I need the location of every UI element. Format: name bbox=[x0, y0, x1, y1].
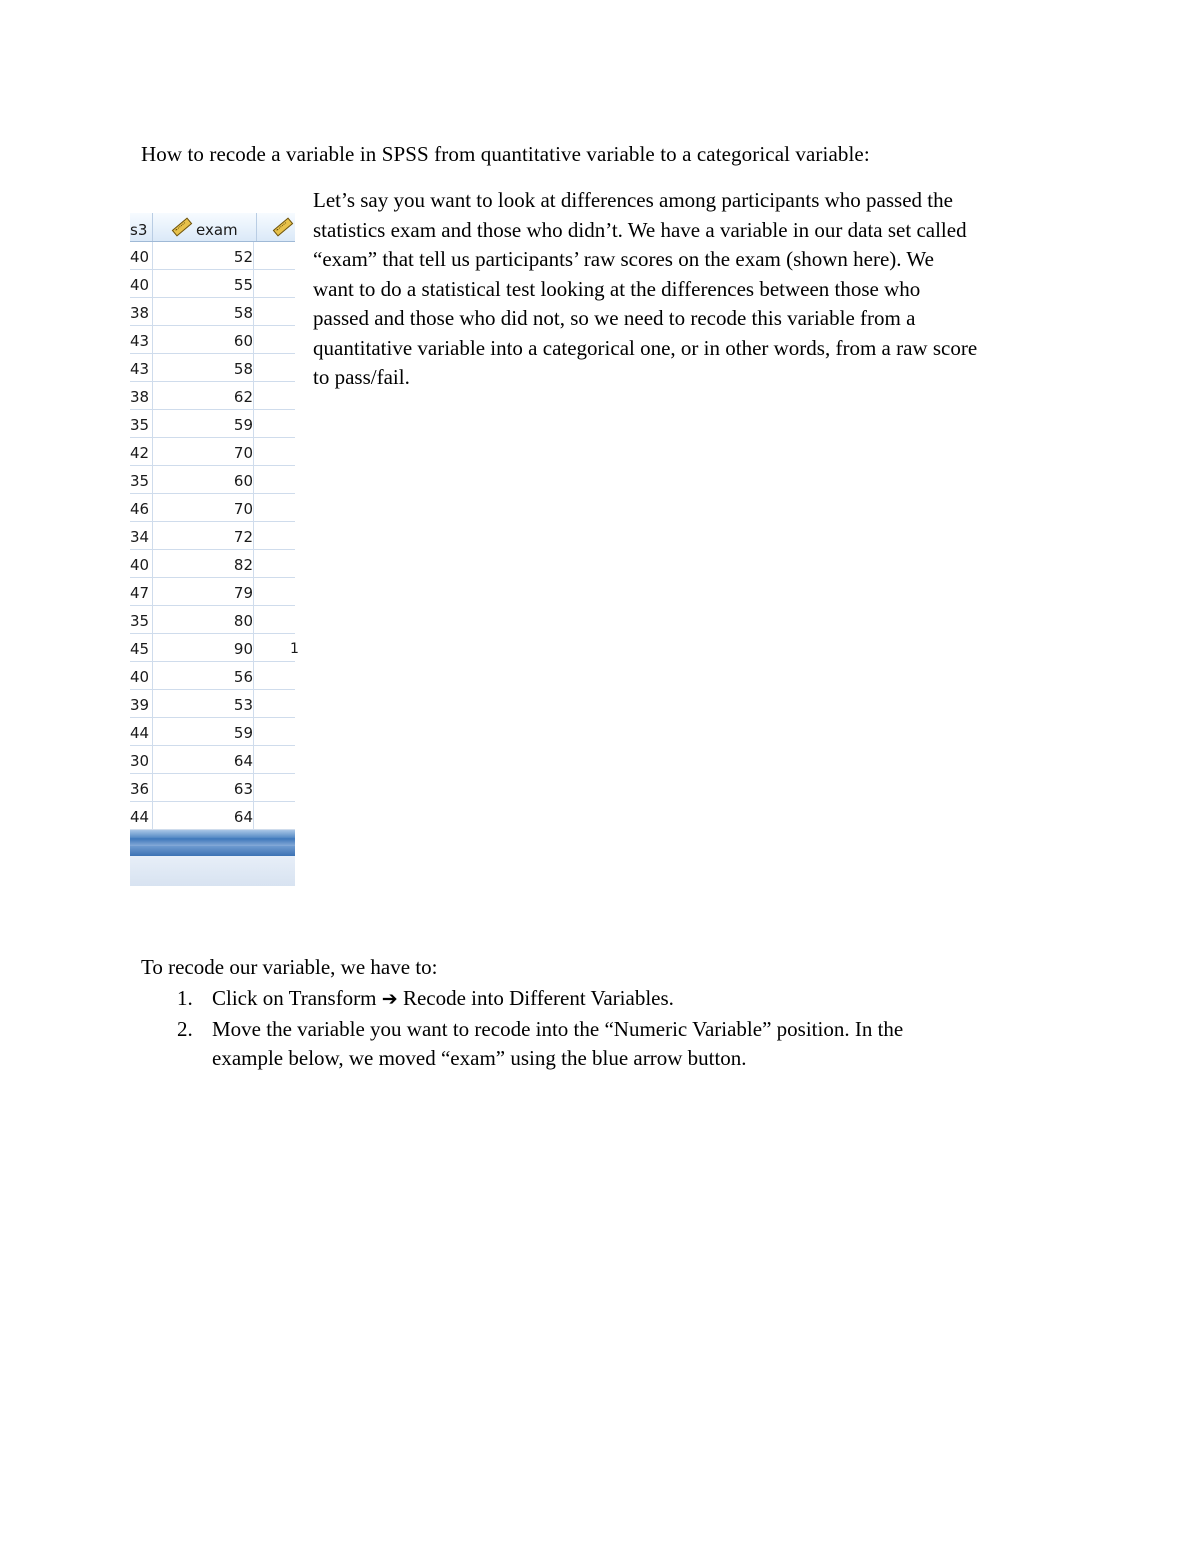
cell-next[interactable]: 1 bbox=[290, 641, 299, 657]
table-row bbox=[130, 578, 295, 606]
step-text: Click on Transform bbox=[212, 986, 377, 1010]
cell-exam[interactable]: 55 bbox=[153, 270, 254, 297]
cell-s3[interactable]: 40 bbox=[130, 662, 153, 689]
cell-s3[interactable]: 46 bbox=[130, 494, 153, 521]
table-row bbox=[130, 354, 295, 382]
grid-header bbox=[130, 213, 295, 242]
cell-exam[interactable]: 52 bbox=[153, 242, 254, 269]
cell-s3[interactable]: 45 bbox=[130, 634, 153, 661]
paragraph-line: want to do a statistical test looking at the differences between those who bbox=[313, 276, 921, 301]
cell-s3[interactable]: 40 bbox=[130, 242, 153, 269]
status-strip bbox=[130, 856, 295, 886]
paragraph-line: “exam” that tell us participants’ raw scores on the exam (shown here). We bbox=[313, 247, 934, 271]
scrollbar-edge bbox=[130, 846, 295, 856]
cell-s3[interactable]: 44 bbox=[130, 718, 153, 745]
step-text: Move the variable you want to recode into the “Numeric Variable” position. In the bbox=[212, 1016, 904, 1041]
paragraph-line: to pass/fail. bbox=[313, 365, 410, 389]
cell-exam[interactable]: 53 bbox=[153, 690, 254, 717]
cell-exam[interactable]: 79 bbox=[153, 578, 254, 605]
cell-s3[interactable]: 35 bbox=[130, 606, 153, 633]
cell-s3[interactable]: 30 bbox=[130, 746, 153, 773]
cell-exam[interactable]: 62 bbox=[153, 382, 254, 409]
step-number: 2. bbox=[177, 1016, 193, 1041]
paragraph-line: Let’s say you want to look at differences among participants who passed the bbox=[313, 188, 953, 212]
table-row bbox=[130, 802, 295, 830]
cell-exam[interactable]: 59 bbox=[153, 410, 254, 437]
table-row bbox=[130, 690, 295, 718]
cell-s3[interactable]: 36 bbox=[130, 774, 153, 801]
cell-s3[interactable]: 35 bbox=[130, 410, 153, 437]
table-row bbox=[130, 242, 295, 270]
ruler-icon bbox=[172, 218, 192, 237]
page-heading: How to recode a variable in SPSS from quantitative variable to a categorical variable: bbox=[141, 142, 870, 166]
cell-s3[interactable]: 38 bbox=[130, 298, 153, 325]
cell-exam[interactable]: 70 bbox=[153, 494, 254, 521]
cell-s3[interactable]: 38 bbox=[130, 382, 153, 409]
cell-exam[interactable]: 64 bbox=[153, 746, 254, 773]
table-row bbox=[130, 270, 295, 298]
table-row bbox=[130, 466, 295, 494]
right-arrow-icon: ➔ bbox=[381, 988, 398, 1010]
cell-exam[interactable]: 90 bbox=[153, 634, 254, 661]
cell-s3[interactable]: 34 bbox=[130, 522, 153, 549]
steps-intro: To recode our variable, we have to: bbox=[141, 955, 438, 979]
column-header-exam-label: exam bbox=[196, 221, 238, 239]
cell-s3[interactable]: 40 bbox=[130, 270, 153, 297]
cell-exam[interactable]: 82 bbox=[153, 550, 254, 577]
spss-data-view-snippet bbox=[130, 213, 299, 886]
ruler-icon bbox=[273, 218, 293, 237]
cell-exam[interactable]: 63 bbox=[153, 774, 254, 801]
scrollbar-track bbox=[130, 830, 295, 846]
cell-exam[interactable]: 58 bbox=[153, 354, 254, 381]
cell-s3[interactable]: 47 bbox=[130, 578, 153, 605]
cell-exam[interactable]: 64 bbox=[153, 802, 254, 829]
table-row bbox=[130, 326, 295, 354]
grid-rows bbox=[130, 242, 299, 830]
step-text: example below, we moved “exam” using the blue arrow button. bbox=[212, 1046, 747, 1070]
cell-s3[interactable]: 43 bbox=[130, 354, 153, 381]
table-row bbox=[130, 746, 295, 774]
table-row bbox=[130, 410, 295, 438]
cell-exam[interactable]: 60 bbox=[153, 326, 254, 353]
cell-s3[interactable]: 42 bbox=[130, 438, 153, 465]
cell-s3[interactable]: 44 bbox=[130, 802, 153, 829]
cell-exam[interactable]: 58 bbox=[153, 298, 254, 325]
table-row bbox=[130, 662, 295, 690]
table-row bbox=[130, 634, 299, 662]
table-row bbox=[130, 550, 295, 578]
table-row bbox=[130, 522, 295, 550]
step-2 bbox=[141, 1015, 1041, 1074]
intro-paragraph bbox=[313, 186, 1073, 393]
cell-s3[interactable]: 43 bbox=[130, 326, 153, 353]
table-row bbox=[130, 606, 295, 634]
cell-s3[interactable]: 35 bbox=[130, 466, 153, 493]
cell-s3[interactable]: 39 bbox=[130, 690, 153, 717]
table-row bbox=[130, 382, 295, 410]
steps-list bbox=[141, 984, 1041, 1074]
cell-s3[interactable]: 40 bbox=[130, 550, 153, 577]
cell-exam[interactable]: 80 bbox=[153, 606, 254, 633]
step-1 bbox=[141, 984, 1041, 1015]
table-row bbox=[130, 774, 295, 802]
cell-exam[interactable]: 56 bbox=[153, 662, 254, 689]
cell-exam[interactable]: 60 bbox=[153, 466, 254, 493]
cell-exam[interactable]: 72 bbox=[153, 522, 254, 549]
table-row bbox=[130, 494, 295, 522]
step-number: 1. bbox=[177, 986, 193, 1010]
paragraph-line: statistics exam and those who didn’t. We have a variable in our data set called bbox=[313, 217, 967, 242]
table-row bbox=[130, 298, 295, 326]
cell-exam[interactable]: 70 bbox=[153, 438, 254, 465]
step-text: Recode into Different Variables. bbox=[402, 986, 674, 1010]
table-row bbox=[130, 718, 295, 746]
paragraph-line: quantitative variable into a categorical one, or in other words, from a raw score bbox=[313, 335, 978, 360]
table-row bbox=[130, 438, 295, 466]
column-header-exam bbox=[153, 213, 257, 241]
cell-exam[interactable]: 59 bbox=[153, 718, 254, 745]
column-header-s3: s3 bbox=[130, 213, 153, 241]
paragraph-line: passed and those who did not, so we need to recode this variable from a bbox=[313, 306, 916, 330]
